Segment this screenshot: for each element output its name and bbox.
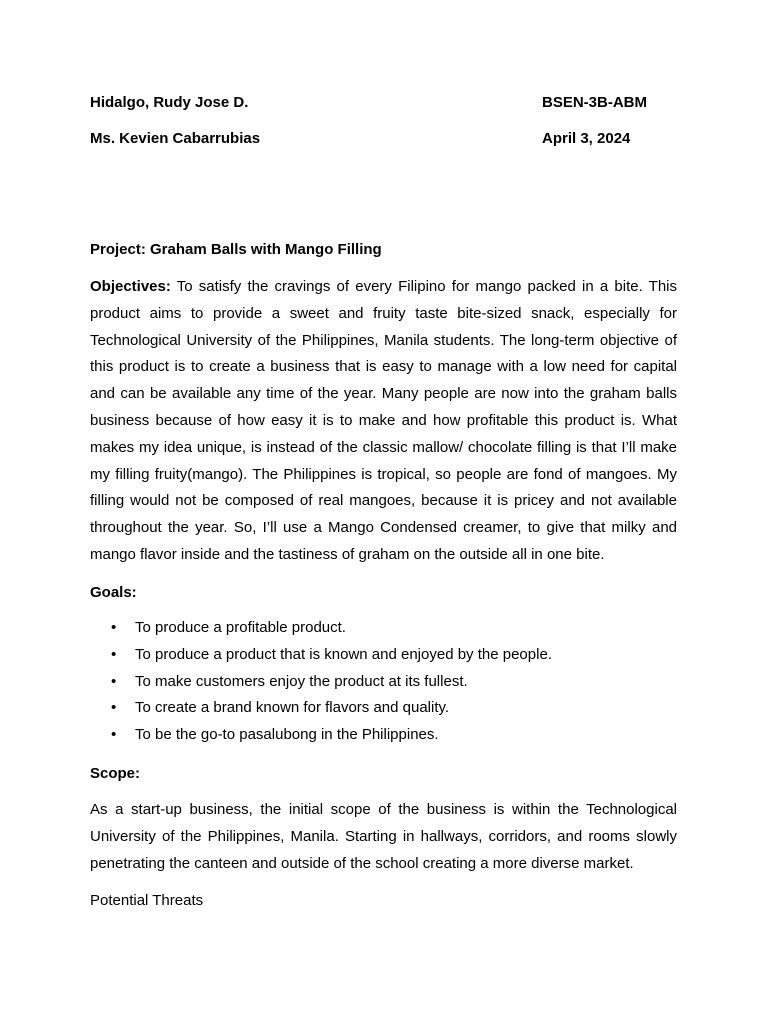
objectives-text: To satisfy the cravings of every Filipino for mango packed in a bite. This product aims to provide a sweet and fruity taste bite-sized snack, especially for Technological University of the Philippines, Manila students. The long-term objective of this product is to create a business that is easy to manage with a low need for capital and can be available any time of the year. Many people are now into the graham balls business because of how easy it is to make and how profitable this product is. What makes my idea unique, is instead of the classic mallow/ chocolate filling is that I’ll make my filling fruity(mango). The Philippines is tropical, so people are fond of mangoes. My filling would not be composed of real mangoes, because it is pricey and not available throughout the year. So, I’ll use a Mango Condensed creamer, to give that milky and mango flavor inside and the tastiness of graham on the outside all in one bite. [90,278,677,563]
class-section: BSEN-3B-ABM [542,94,647,111]
student-name: Hidalgo, Rudy Jose D. [90,94,249,111]
goals-heading: Goals: [90,584,137,601]
bullet-icon: • [111,619,117,636]
scope-paragraph: As a start-up business, the initial scope of the business is within the Technological University of the Philippines, Manila. Starting in hallways, corridors, and rooms slowly penetrating the canteen and outside of the school creating a more diverse market. [90,801,677,872]
goal-item: • To make customers enjoy the product at its fullest. [90,669,677,696]
goal-item: • To produce a profitable product. [90,615,677,642]
threats-heading: Potential Threats [90,892,204,909]
bullet-icon: • [111,672,117,690]
objectives-paragraph [90,274,677,569]
bullet-icon: • [111,726,117,744]
goal-item: • To create a brand known for flavors and quality. [90,695,677,722]
objectives-label: Objectives: [90,278,171,295]
goal-item: • To produce a product that is known and enjoyed by the people. [90,642,677,669]
goal-item: • To be the go-to pasalubong in the Philippines. [90,722,677,749]
scope-heading: Scope: [90,765,141,782]
goals-list [90,615,677,749]
instructor-name: Ms. Kevien Cabarrubias [90,130,261,147]
document-date: April 3, 2024 [542,130,631,147]
bullet-icon: • [111,645,117,663]
project-title: Project: Graham Balls with Mango Filling [90,241,382,258]
bullet-icon: • [111,699,117,717]
